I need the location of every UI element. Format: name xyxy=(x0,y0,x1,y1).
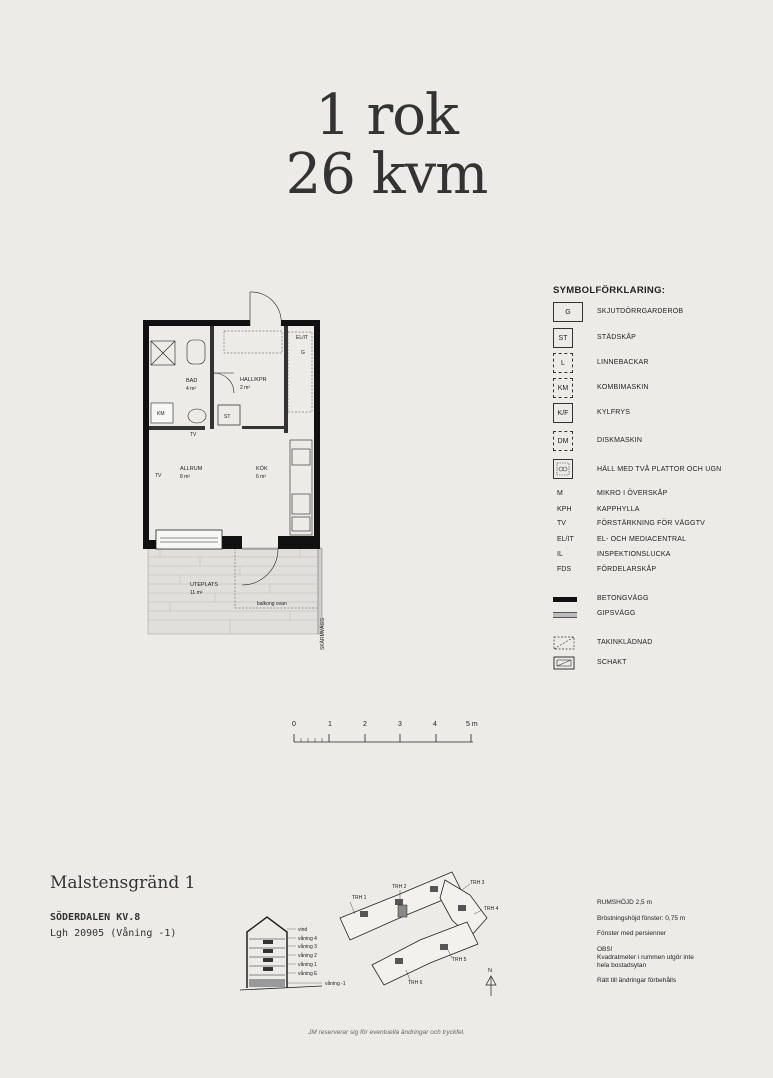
abbr-label-fds: FÖRDELARSKÅP xyxy=(597,566,657,573)
abbr-code-fds: FDS xyxy=(557,566,571,573)
north-label: N xyxy=(488,968,492,974)
legend-label-fridge: KYLFRYS xyxy=(597,409,631,416)
building-label-trh5: TRH 5 xyxy=(452,957,467,963)
legend-label-combi: KOMBIMASKIN xyxy=(597,384,649,391)
building-label-trh3: TRH 3 xyxy=(470,880,485,886)
obs-text-2: hela bostadsytan xyxy=(597,962,647,969)
site-plan xyxy=(335,870,510,1000)
screen-wall-label: SKÄRMVÄGG xyxy=(320,617,326,650)
room-label-kok: KÖK xyxy=(256,466,268,472)
abbr-code-tv: TV xyxy=(557,520,566,527)
room-area-hall: 2 m² xyxy=(240,385,250,391)
building-label-trh2: TRH 2 xyxy=(392,884,407,890)
legend-label-shaft: SCHAKT xyxy=(597,659,627,666)
building-label-trh1: TRH 1 xyxy=(352,895,367,901)
st-label: ST xyxy=(224,414,231,420)
fridge-freezer-symbol: K/F xyxy=(553,403,573,423)
room-label-bad: BAD xyxy=(186,378,198,384)
legend-label-cladding: TAKINKLÄDNAD xyxy=(597,639,653,646)
floor-label-vind: vind xyxy=(298,927,308,933)
room-area-allrum: 8 m² xyxy=(180,474,190,480)
scale-tick-1: 1 xyxy=(328,721,332,728)
ceiling-height: RUMSHÖJD 2,5 m xyxy=(597,899,652,906)
scale-tick-5: 5 m xyxy=(466,721,478,728)
floor-label-2: våning 2 xyxy=(298,953,317,959)
disclaimer: JM reserverar sig för eventuella ändringar och tryckfel. xyxy=(308,1029,465,1036)
abbr-label-il: INSPEKTIONSLUCKA xyxy=(597,551,671,558)
obs-text-1: Kvadratmeter i rummen utgör inte xyxy=(597,954,694,961)
scale-tick-4: 4 xyxy=(433,721,437,728)
legend-label-dishwasher: DISKMASKIN xyxy=(597,437,643,444)
legend-label-concrete: BETONGVÄGG xyxy=(597,595,649,602)
room-label-allrum: ALLRUM xyxy=(180,466,203,472)
abbr-label-kph: KAPPHYLLA xyxy=(597,506,640,513)
legend-label-plaster: GIPSVÄGG xyxy=(597,610,636,617)
room-label-uteplats: UTEPLATS xyxy=(190,582,219,588)
g-label: G xyxy=(301,350,305,356)
floor-label-4: våning 4 xyxy=(298,936,317,942)
scale-tick-2: 2 xyxy=(363,721,367,728)
combi-machine-symbol: KM xyxy=(553,378,573,398)
window-blinds: Fönster med persienner xyxy=(597,930,667,937)
obs-title: OBS! xyxy=(597,946,613,953)
km-label: KM xyxy=(157,411,165,417)
cleaning-cupboard-symbol: ST xyxy=(553,328,573,348)
patio-deck xyxy=(148,548,322,634)
floor-plan xyxy=(138,285,338,655)
ceiling-cladding-icon xyxy=(553,636,575,650)
abbr-label-tv: FÖRSTÄRKNING FÖR VÄGGTV xyxy=(597,520,706,527)
room-label-hall: HALL/KPR xyxy=(240,377,267,383)
scale-tick-0: 0 xyxy=(292,721,296,728)
plaster-wall-symbol xyxy=(553,612,577,618)
abbr-code-il: IL xyxy=(557,551,563,558)
scale-bar xyxy=(290,732,480,746)
legend-label-stove: HÄLL MED TVÅ PLATTOR OCH UGN xyxy=(597,466,722,473)
dishwasher-symbol: DM xyxy=(553,431,573,451)
north-arrow-icon xyxy=(486,976,496,996)
address: Malstensgränd 1 xyxy=(50,873,196,893)
project-name: SÖDERDALEN KV.8 xyxy=(50,912,141,923)
scale-tick-3: 3 xyxy=(398,721,402,728)
apartment-number: Lgh 20905 (Våning -1) xyxy=(50,928,177,939)
building-label-trh4: TRH 4 xyxy=(484,906,499,912)
floor-label-3: våning 3 xyxy=(298,944,317,950)
legend-heading: SYMBOLFÖRKLARING: xyxy=(553,285,666,296)
concrete-wall-symbol xyxy=(553,597,577,602)
abbr-code-kph: KPH xyxy=(557,506,572,513)
building-label-trh6: TRH 6 xyxy=(408,980,423,986)
abbr-label-elit: EL- OCH MEDIACENTRAL xyxy=(597,536,687,543)
floor-label-minus1: våning -1 xyxy=(325,981,346,987)
room-count-title: 1 rok xyxy=(315,83,458,148)
shaft-icon xyxy=(553,656,575,670)
area-title: 26 kvm xyxy=(285,142,488,207)
elit-label: EL/IT xyxy=(296,335,308,341)
floor-label-e: våning E xyxy=(298,971,318,977)
wardrobe-symbol: G xyxy=(553,302,583,322)
sill-height: Bröstningshöjd fönster: 0,75 m xyxy=(597,915,686,922)
linen-symbol: L xyxy=(553,353,573,373)
stove-icon xyxy=(555,461,571,477)
rights-note: Rätt till ändringar förbehålls xyxy=(597,977,677,984)
balcony-label: balkong ovan xyxy=(257,601,287,607)
abbr-code-m: M xyxy=(557,490,563,497)
legend-label-linen: LINNEBACKAR xyxy=(597,359,649,366)
room-area-kok: 6 m² xyxy=(256,474,266,480)
abbr-label-m: MIKRO I ÖVERSKÅP xyxy=(597,490,668,497)
legend-label-cleaning: STÄDSKÅP xyxy=(597,334,636,341)
legend-label-wardrobe: SKJUTDÖRRGARDEROB xyxy=(597,308,684,315)
tv-label-1: TV xyxy=(190,432,197,438)
stove-symbol xyxy=(553,459,573,479)
abbr-code-elit: EL/IT xyxy=(557,536,574,543)
floor-label-1: våning 1 xyxy=(298,962,317,968)
room-area-uteplats: 11 m² xyxy=(190,590,203,596)
tv-label-2: TV xyxy=(155,473,162,479)
room-area-bad: 4 m² xyxy=(186,386,196,392)
